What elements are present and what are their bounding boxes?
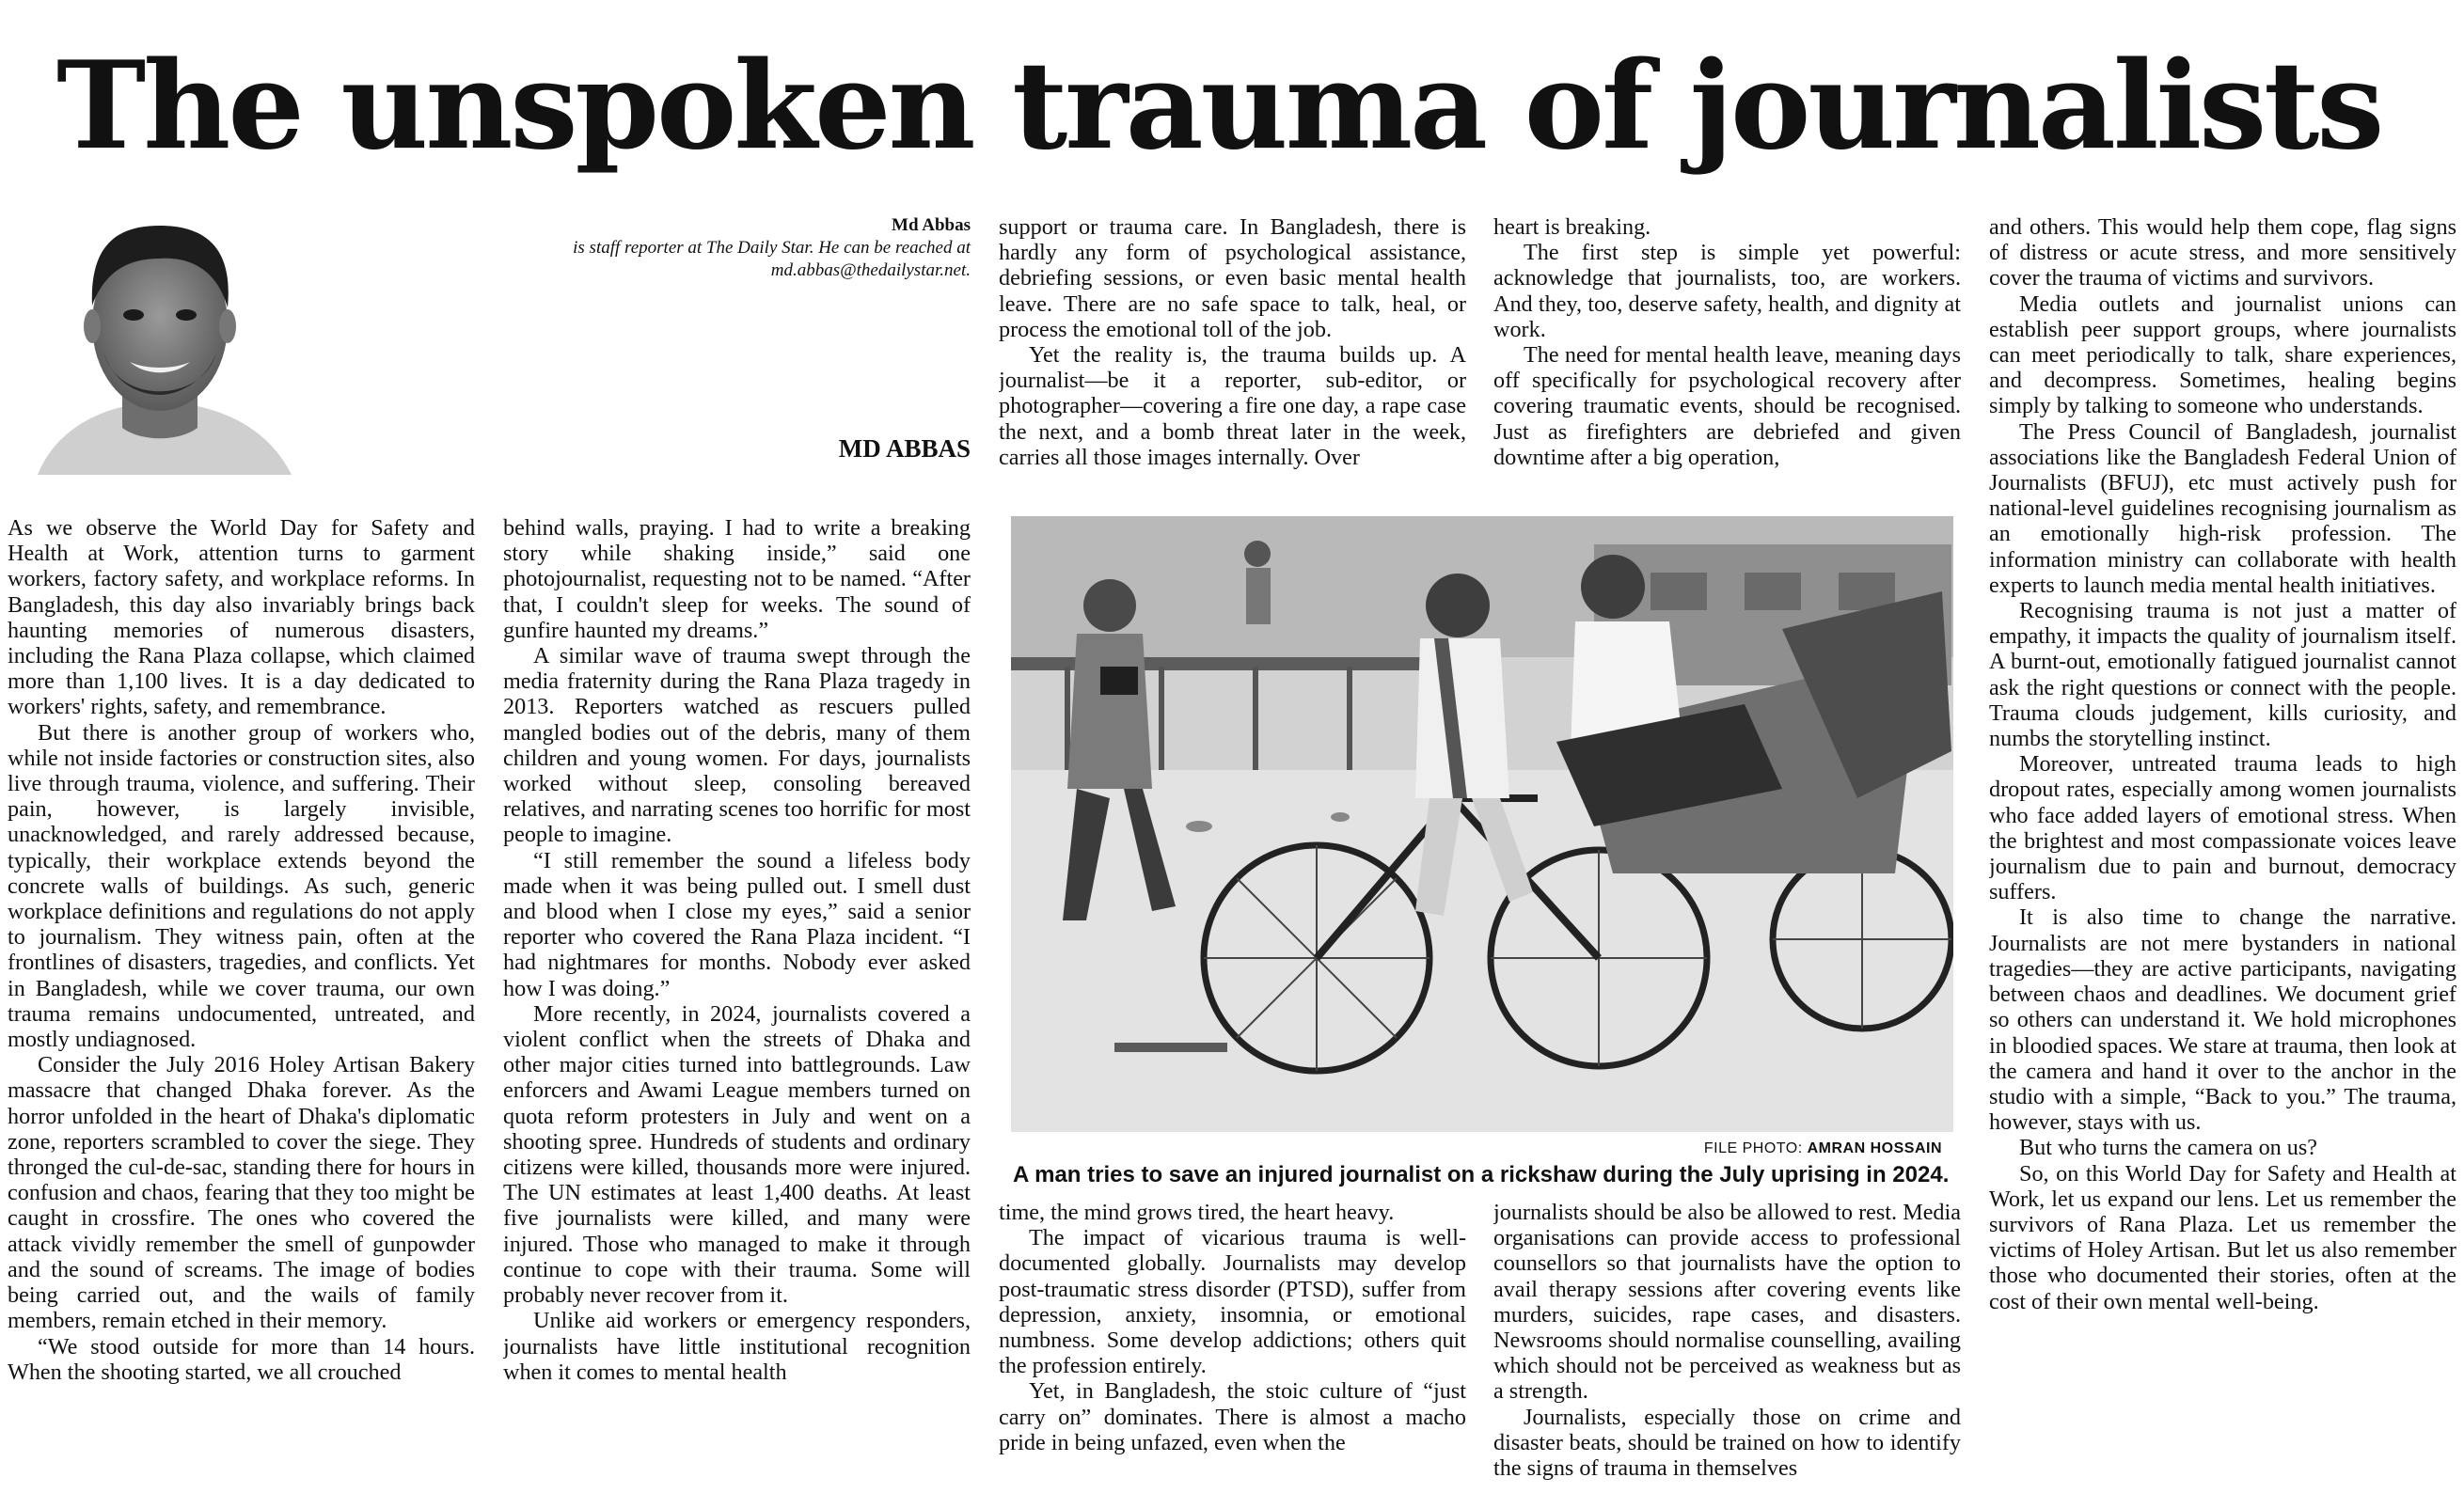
photo-caption: A man tries to save an injured journalist on a rickshaw during the July uprising in 2024. (1013, 1162, 1950, 1187)
paragraph: behind walls, praying. I had to write a breaking story while shaking inside,” said one photojournalist, requesting not to be named. “After that, I couldn't sleep for weeks. The sound of gunfire haunted my dreams.” (503, 515, 971, 643)
article-column-4-bottom (1493, 1200, 1961, 1509)
paragraph: More recently, in 2024, journalists covered a violent conflict when the streets of Dhaka and other major cities turned into battlegrounds. Law enforcers and Awami League members turned on quota reform protesters in July and went on a shooting spree. Hundreds of students and ordinary citizens were killed, thousands more were injured. The UN estimates at least 1,400 deaths. At least five journalists were killed, and many were injured. Those who managed to make it through continue to cope with their trauma. Some will probably never recover from it. (503, 1000, 971, 1309)
author-byline-caps: MD ABBAS (838, 434, 971, 463)
paragraph: The need for mental health leave, meaning days off specifically for psychological recovery after covering traumatic events, should be recognised. Just as firefighters are debriefed and given downtime after a big operation, (1493, 342, 1961, 470)
article-column-2 (503, 515, 971, 1509)
paragraph: Recognising trauma is not just a matter of empathy, it impacts the quality of journalism itself. A burnt-out, emotionally fatigued journalist cannot ask the right questions or connect with the people. Trauma clouds judgement, kills curiosity, and numbs the storytelling instinct. (1989, 598, 2456, 752)
paragraph: journalists should be also be allowed to rest. Media organisations can provide access to professional counsellors so that journalists have the option to avail therapy sessions after covering events like murders, suicides, rape cases, and disasters. Newsrooms should normalise counselling, availing which should not be perceived as weakness but as a strength. (1493, 1200, 1961, 1405)
paragraph: Unlike aid workers or emergency responders, journalists have little institutional recognition when it comes to mental health (503, 1308, 971, 1385)
article-column-3-bottom (999, 1200, 1466, 1509)
article-column-5 (1989, 214, 2456, 1509)
paragraph: Yet the reality is, the trauma builds up. A journalist—be it a reporter, sub-editor, or photographer—covering a fire one day, a rape case the next, and a bomb threat later in the week, carries all those images internally. Over (999, 342, 1466, 470)
author-bio-line1: is staff reporter at The Daily Star. He can be reached at (573, 238, 971, 258)
paragraph: Media outlets and journalist unions can establish peer support groups, where journalists can meet periodically to talk, share experiences, and decompress. Sometimes, healing begins simply by talking to someone who understands. (1989, 291, 2456, 419)
author-byline (489, 214, 971, 282)
paragraph: The impact of vicarious trauma is well-documented globally. Journalists may develop post-traumatic stress disorder (PTSD), suffer from depression, anxiety, insomnia, or emotional numbness. Some develop addictions; others quit the profession entirely. (999, 1225, 1466, 1379)
paragraph: So, on this World Day for Safety and Health at Work, let us expand our lens. Let us remember the survivors of Rana Plaza. Let us remember the victims of Holey Artisan. But let us also remember those who documented their stories, often at the cost of their own mental well-being. (1989, 1160, 2456, 1314)
headline: The unspoken trauma of journalists (56, 36, 2382, 177)
paragraph: A similar wave of trauma swept through the media fraternity during the Rana Plaza tragedy in 2013. Reporters watched as rescuers pulled mangled bodies out of the debris, many of them children and young women. For days, journalists worked without sleep, consoling bereaved relatives, and narrating scenes too horrific for most people to imagine. (503, 643, 971, 848)
paragraph: Yet, in Bangladesh, the stoic culture of “just carry on” dominates. There is almost a macho pride in being unfazed, even when the (999, 1378, 1466, 1455)
author-name: Md Abbas (892, 215, 971, 235)
paragraph: and others. This would help them cope, flag signs of distress or acute stress, and more sensitively cover the trauma of victims and survivors. (1989, 214, 2456, 291)
article-column-1 (8, 515, 475, 1509)
photo-credit (1011, 1140, 1942, 1157)
paragraph: Consider the July 2016 Holey Artisan Bakery massacre that changed Dhaka forever. As the horror unfolded in the heart of Dhaka's diplomatic zone, reporters scrambled to cover the siege. They thronged the cul-de-sac, standing there for hours in confusion and chaos, fearing that they too might be caught in crossfire. The ones who covered the attack vividly remember the smell of gunpowder and the sound of screams. The image of bodies being carried out, and the wails of family members, remain etched in their memory. (8, 1052, 475, 1334)
paragraph: The first step is simple yet powerful: acknowledge that journalists, too, are workers. And they, too, deserve safety, health, and dignity at work. (1493, 240, 1961, 342)
photo-credit-prefix: FILE PHOTO: (1703, 1140, 1803, 1156)
paragraph: But there is another group of workers who, while not inside factories or construction sites, also live through trauma, violence, and suffering. Their pain, however, is largely invisible, unacknowledged, and rarely addressed because, typically, their workplace extends beyond the concrete walls of buildings. As such, generic workplace definitions and regulations do not apply to journalism. They witness pain, often at the frontlines of disasters, tragedies, and conflicts. Yet in Bangladesh, while we cover trauma, our own trauma remains undocumented, untreated, and mostly undiagnosed. (8, 719, 475, 1053)
news-photo (1011, 516, 1953, 1132)
article-column-4-top (1493, 214, 1961, 496)
paragraph: heart is breaking. (1493, 214, 1651, 240)
paragraph: It is also time to change the narrative. Journalists are not mere bystanders in national tragedies—they are active participants, navigating between chaos and deadlines. We document grief so others can understand it. We hold microphones in bloodied spaces. We stare at trauma, then look at the camera and hand it over to the anchor in the studio with a simple, “Back to you.” The trauma, however, stays with us. (1989, 904, 2456, 1136)
paragraph: Moreover, untreated trauma leads to high dropout rates, especially among women journalists who face added layers of emotional stress. When the brightest and most compassionate voices leave journalism due to pain and burnout, democracy suffers. (1989, 751, 2456, 905)
paragraph: “I still remember the sound a lifeless body made when it was being pulled out. I smell dust and blood when I close my eyes,” said a senior reporter who covered the Rana Plaza incident. “I had nightmares for months. Nobody ever asked how I was doing.” (503, 847, 971, 1001)
author-portrait (19, 202, 301, 475)
article-column-3-top (999, 214, 1466, 496)
paragraph: time, the mind grows tired, the heart heavy. (999, 1200, 1395, 1225)
paragraph: support or trauma care. In Bangladesh, there is hardly any form of psychological assistance, debriefing sessions, or even basic mental health leave. There are no safe space to talk, heal, or process the emotional toll of the job. (999, 214, 1466, 342)
photo-credit-name: AMRAN HOSSAIN (1807, 1140, 1942, 1156)
paragraph: But who turns the camera on us? (2019, 1135, 2318, 1161)
paragraph: The Press Council of Bangladesh, journalist associations like the Bangladesh Federal Union of Journalists (BFUJ), etc must actively push for national-level guidelines recognising journalism as an emotionally high-risk profession. The information ministry can collaborate with health experts to launch media mental health initiatives. (1989, 418, 2456, 598)
paragraph: “We stood outside for more than 14 hours. When the shooting started, we all crouched (8, 1333, 475, 1385)
paragraph: As we observe the World Day for Safety and Health at Work, attention turns to garment workers, factory safety, and workplace reforms. In Bangladesh, this day also invariably brings back haunting memories of numerous disasters, including the Rana Plaza collapse, which claimed more than 1,100 lives. It is a day dedicated to workers' rights, safety, and remembrance. (8, 515, 475, 720)
paragraph: Journalists, especially those on crime and disaster beats, should be trained on how to identify the signs of trauma in themselves (1493, 1404, 1961, 1482)
author-bio-line2: md.abbas@thedailystar.net. (770, 260, 971, 280)
